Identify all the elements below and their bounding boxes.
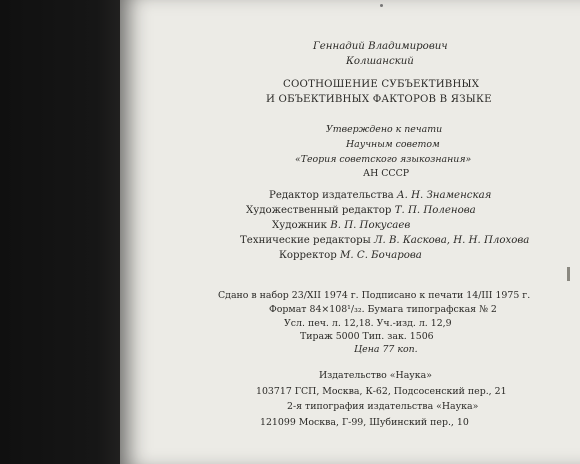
credit-name: А. Н. Знаменская [396, 190, 492, 201]
print-format: Формат 84×108¹/₃₂. Бумага типографская № 2 [269, 304, 497, 315]
approval-line4: АН СССР [363, 168, 410, 179]
credit-role: Технические редакторы [240, 235, 371, 246]
credit-art-editor [246, 205, 476, 217]
book-title-line2: И ОБЪЕКТИВНЫХ ФАКТОРОВ В ЯЗЫКЕ [266, 94, 492, 105]
print-run: Тираж 5000 Тип. зак. 1506 [300, 331, 434, 342]
credit-editor [269, 190, 491, 202]
publisher-address: 103717 ГСП, Москва, К-62, Подсосенский пер., 21 [256, 386, 507, 397]
paper-speck [380, 4, 383, 7]
approval-line2: Научным советом [346, 139, 440, 150]
price: Цена 77 коп. [354, 344, 418, 355]
credit-tech-editors [240, 235, 529, 247]
book-binding-shadow [0, 0, 138, 464]
credit-name: В. П. Покусаев [330, 220, 411, 231]
page-edge-mark [567, 267, 570, 281]
credit-name: Т. П. Поленова [394, 205, 476, 216]
credit-role: Художественный редактор [246, 205, 392, 216]
credit-proofreader [279, 250, 422, 262]
print-dates: Сдано в набор 23/XII 1974 г. Подписано к печати 14/III 1975 г. [218, 290, 531, 301]
credit-role: Художник [272, 220, 327, 231]
approval-line3: «Теория советского языкознания» [295, 154, 472, 165]
credit-role: Корректор [279, 250, 337, 261]
approval-line1: Утверждено к печати [326, 124, 443, 135]
credit-role: Редактор издательства [269, 190, 394, 201]
author-name: Геннадий Владимирович [313, 41, 448, 52]
print-sheets: Усл. печ. л. 12,18. Уч.-изд. л. 12,9 [284, 318, 452, 329]
book-title-line1: СООТНОШЕНИЕ СУБЪЕКТИВНЫХ [283, 79, 480, 90]
credit-name: М. С. Бочарова [340, 250, 422, 261]
printer-address: 121099 Москва, Г-99, Шубинский пер., 10 [260, 417, 469, 428]
publisher-name: Издательство «Наука» [319, 370, 432, 381]
author-surname: Колшанский [346, 56, 414, 67]
credit-artist [272, 220, 410, 232]
credit-name: Л. В. Каскова, Н. Н. Плохова [373, 235, 530, 246]
printer-name: 2-я типография издательства «Наука» [287, 401, 479, 412]
